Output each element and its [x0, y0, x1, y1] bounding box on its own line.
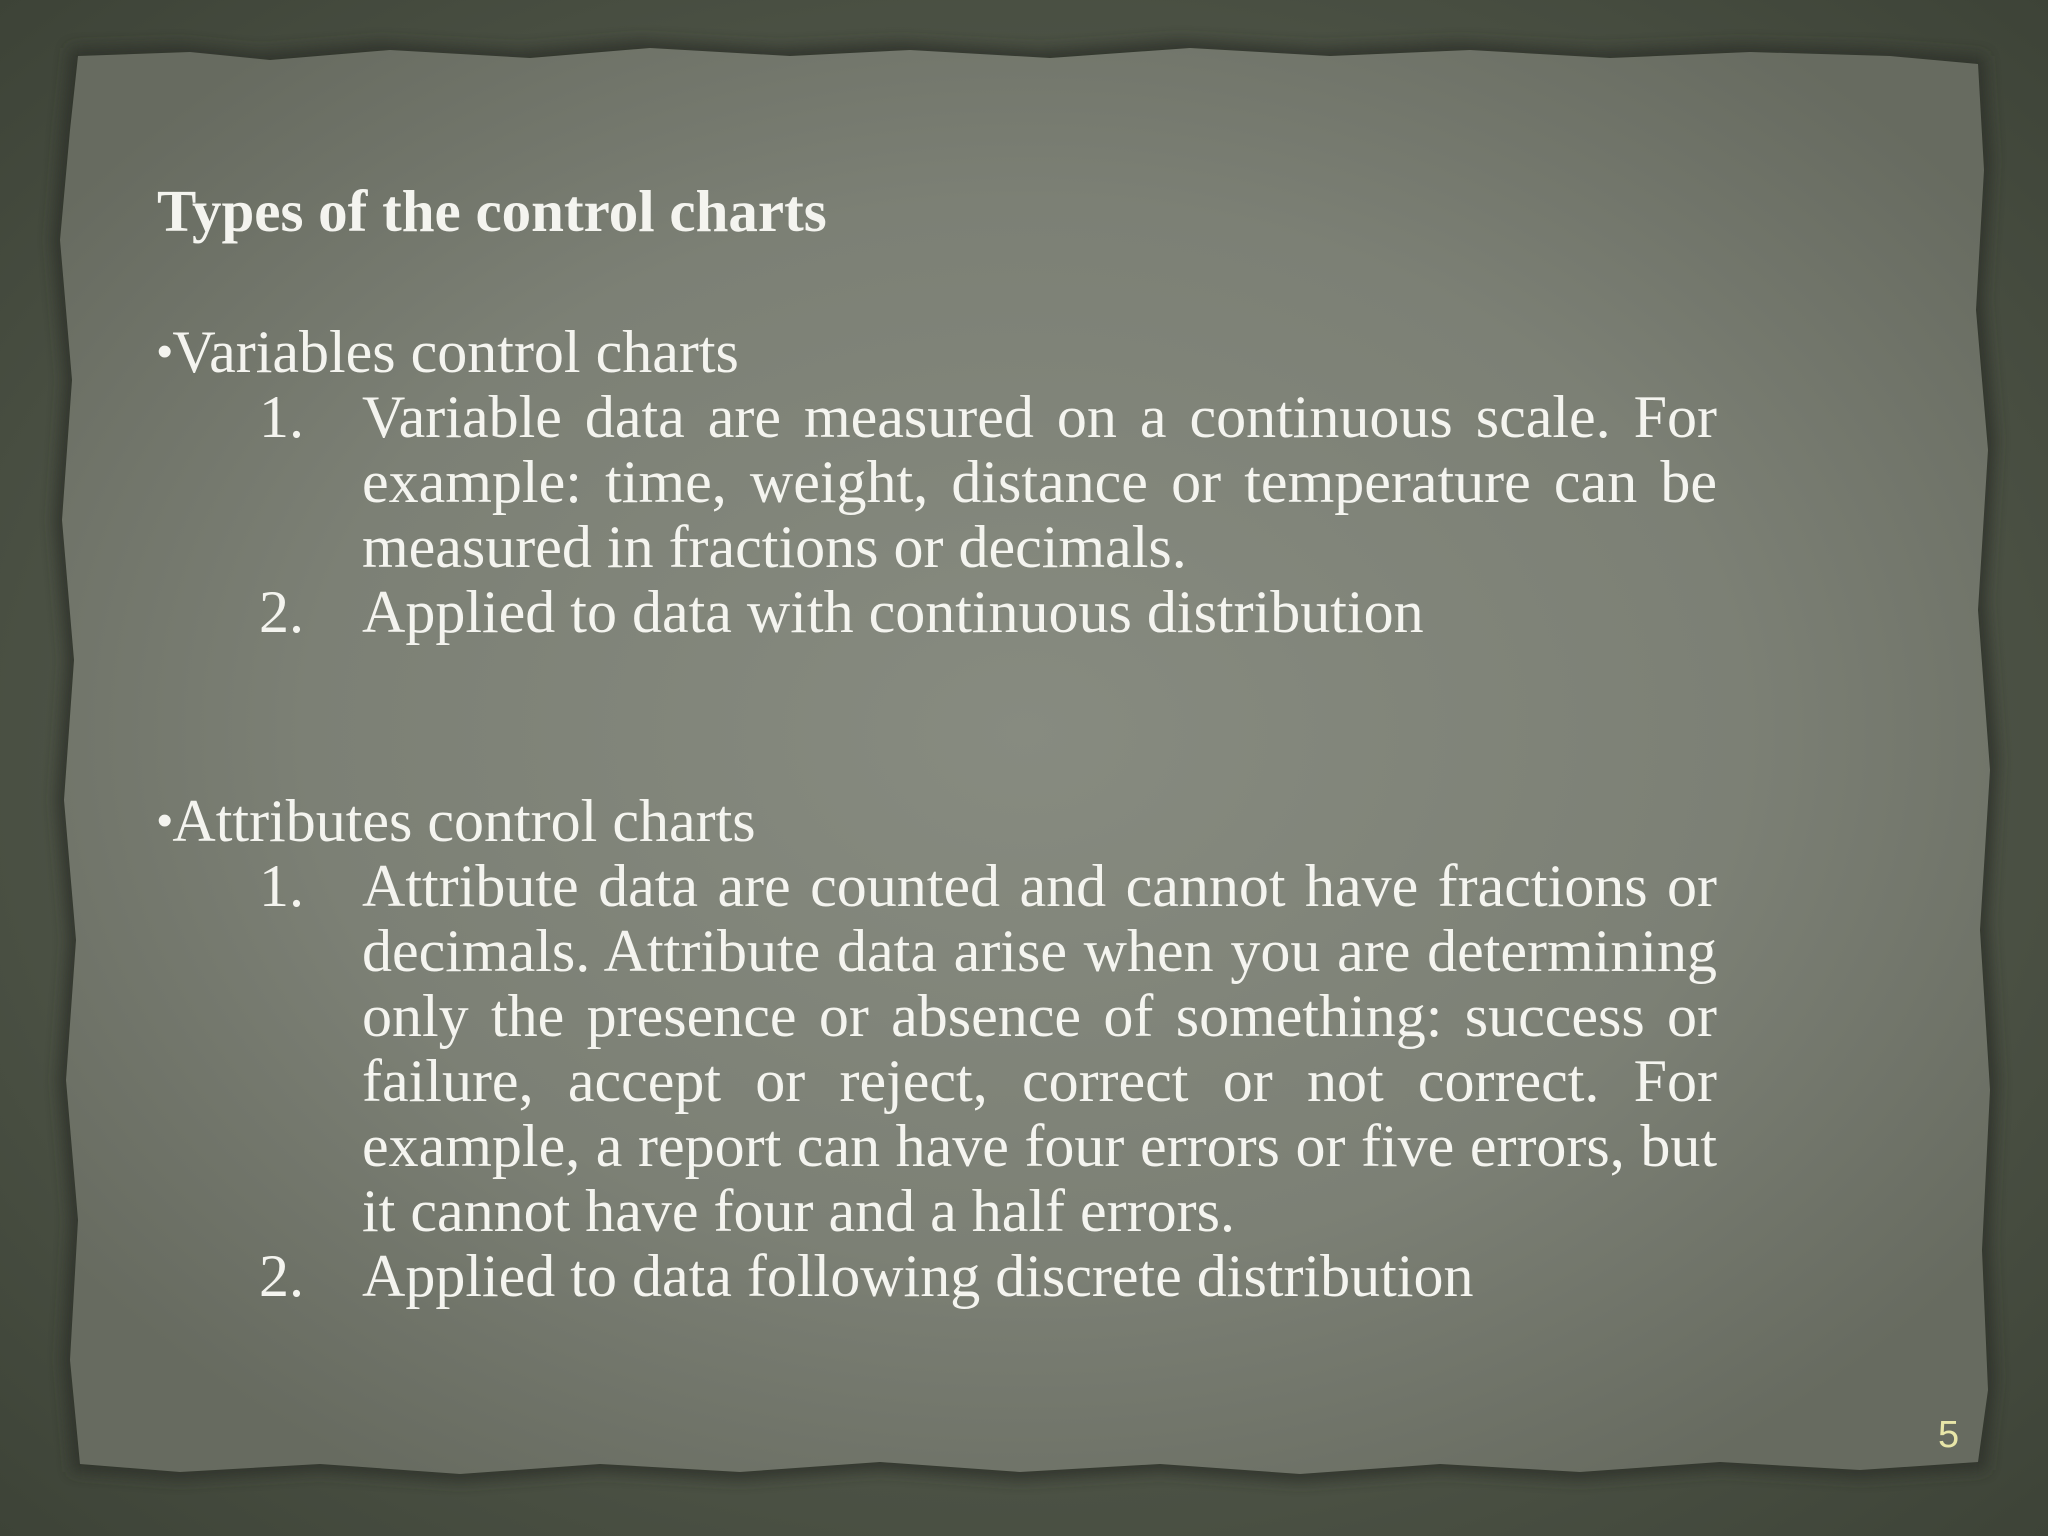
- slide-title: Types of the control charts: [157, 178, 827, 244]
- page-number: 5: [1938, 1414, 1960, 1456]
- section-heading: [157, 319, 1717, 385]
- list-item: [157, 385, 1717, 580]
- section-variables: [157, 319, 1717, 645]
- section-heading-text: Variables control charts: [172, 319, 739, 385]
- list-item-number: 2.: [259, 1243, 304, 1309]
- bullet-icon: •: [157, 327, 173, 376]
- list-item-text: Applied to data following discrete distribution: [362, 1243, 1474, 1309]
- section-attributes: [157, 788, 1717, 1309]
- section-heading-text: Attributes control charts: [172, 788, 756, 854]
- list-item: [157, 580, 1717, 645]
- list-item-text: Variable data are measured on a continuous scale. For example: time, weight, distance or temperature can be measured in fractions or decimals.: [362, 384, 1717, 580]
- numbered-list: [157, 854, 1717, 1309]
- list-item-number: 2.: [259, 579, 304, 645]
- section-heading: [157, 788, 1717, 854]
- list-item-number: 1.: [259, 853, 304, 919]
- numbered-list: [157, 385, 1717, 645]
- list-item-text: Attribute data are counted and cannot have fractions or decimals. Attribute data arise when you are determining only the presence or absence of something: success or failure, accept or reject, correct or not correct. For example, a report can have four errors or five errors, but it cannot have four and a half errors.: [362, 853, 1717, 1244]
- list-item-number: 1.: [259, 384, 304, 450]
- list-item: [157, 854, 1717, 1244]
- list-item: [157, 1244, 1717, 1309]
- list-item-text: Applied to data with continuous distribution: [362, 579, 1424, 645]
- bullet-icon: •: [157, 796, 173, 845]
